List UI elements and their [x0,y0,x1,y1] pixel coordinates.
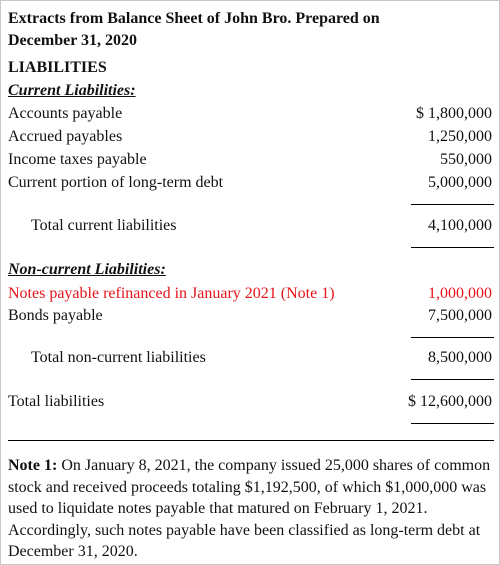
document-title: Extracts from Balance Sheet of John Bro. Prepared on December 31, 2020 [8,10,380,49]
row-label-accounts-payable: Accounts payable [8,105,123,122]
row-label-bonds-payable: Bonds payable [8,307,103,324]
current-subtotal-rule-top [411,204,494,205]
row-label-income-taxes-payable: Income taxes payable [8,151,147,168]
total-noncurrent-liabilities-value: 8,500,000 [428,349,492,366]
row-value-accounts-payable: $ 1,800,000 [416,105,492,122]
row-label-accrued-payables: Accrued payables [8,128,123,145]
noncurrent-subtotal-rule-bottom [411,379,494,380]
current-liabilities-heading: Current Liabilities: [8,82,136,99]
row-value-bonds-payable: 7,500,000 [428,307,492,324]
row-value-income-taxes-payable: 550,000 [440,151,492,168]
row-value-accrued-payables: 1,250,000 [428,128,492,145]
current-subtotal-rule-bottom [411,247,494,248]
total-noncurrent-liabilities-label: Total non-current liabilities [31,349,206,366]
total-liabilities-label: Total liabilities [8,393,105,410]
noncurrent-liabilities-heading: Non-current Liabilities: [8,261,166,278]
note-label: Note 1: [8,457,58,474]
row-label-notes-payable-refinanced: Notes payable refinanced in January 2021 (Note 1) [8,285,335,302]
note-separator [8,440,494,441]
total-current-liabilities-label: Total current liabilities [31,217,177,234]
note-1 [8,455,494,563]
noncurrent-subtotal-rule-top [411,337,494,338]
section-heading-liabilities: LIABILITIES [8,59,107,76]
row-value-notes-payable-refinanced: 1,000,000 [428,285,492,302]
total-liabilities-value: $ 12,600,000 [408,393,492,410]
row-value-current-portion-ltd: 5,000,000 [428,174,492,191]
total-current-liabilities-value: 4,100,000 [428,217,492,234]
row-label-current-portion-ltd: Current portion of long-term debt [8,174,224,191]
note-text: On January 8, 2021, the company issued 25,000 shares of common stock and received proceeds totaling $1,192,500, of which $1,000,000 was used to liquidate notes payable that matured on February 1, 2021. Accordingly, such notes payable have been classified as long-term debt at December 31, 2020. [8,457,491,560]
total-liabilities-rule [411,423,494,424]
